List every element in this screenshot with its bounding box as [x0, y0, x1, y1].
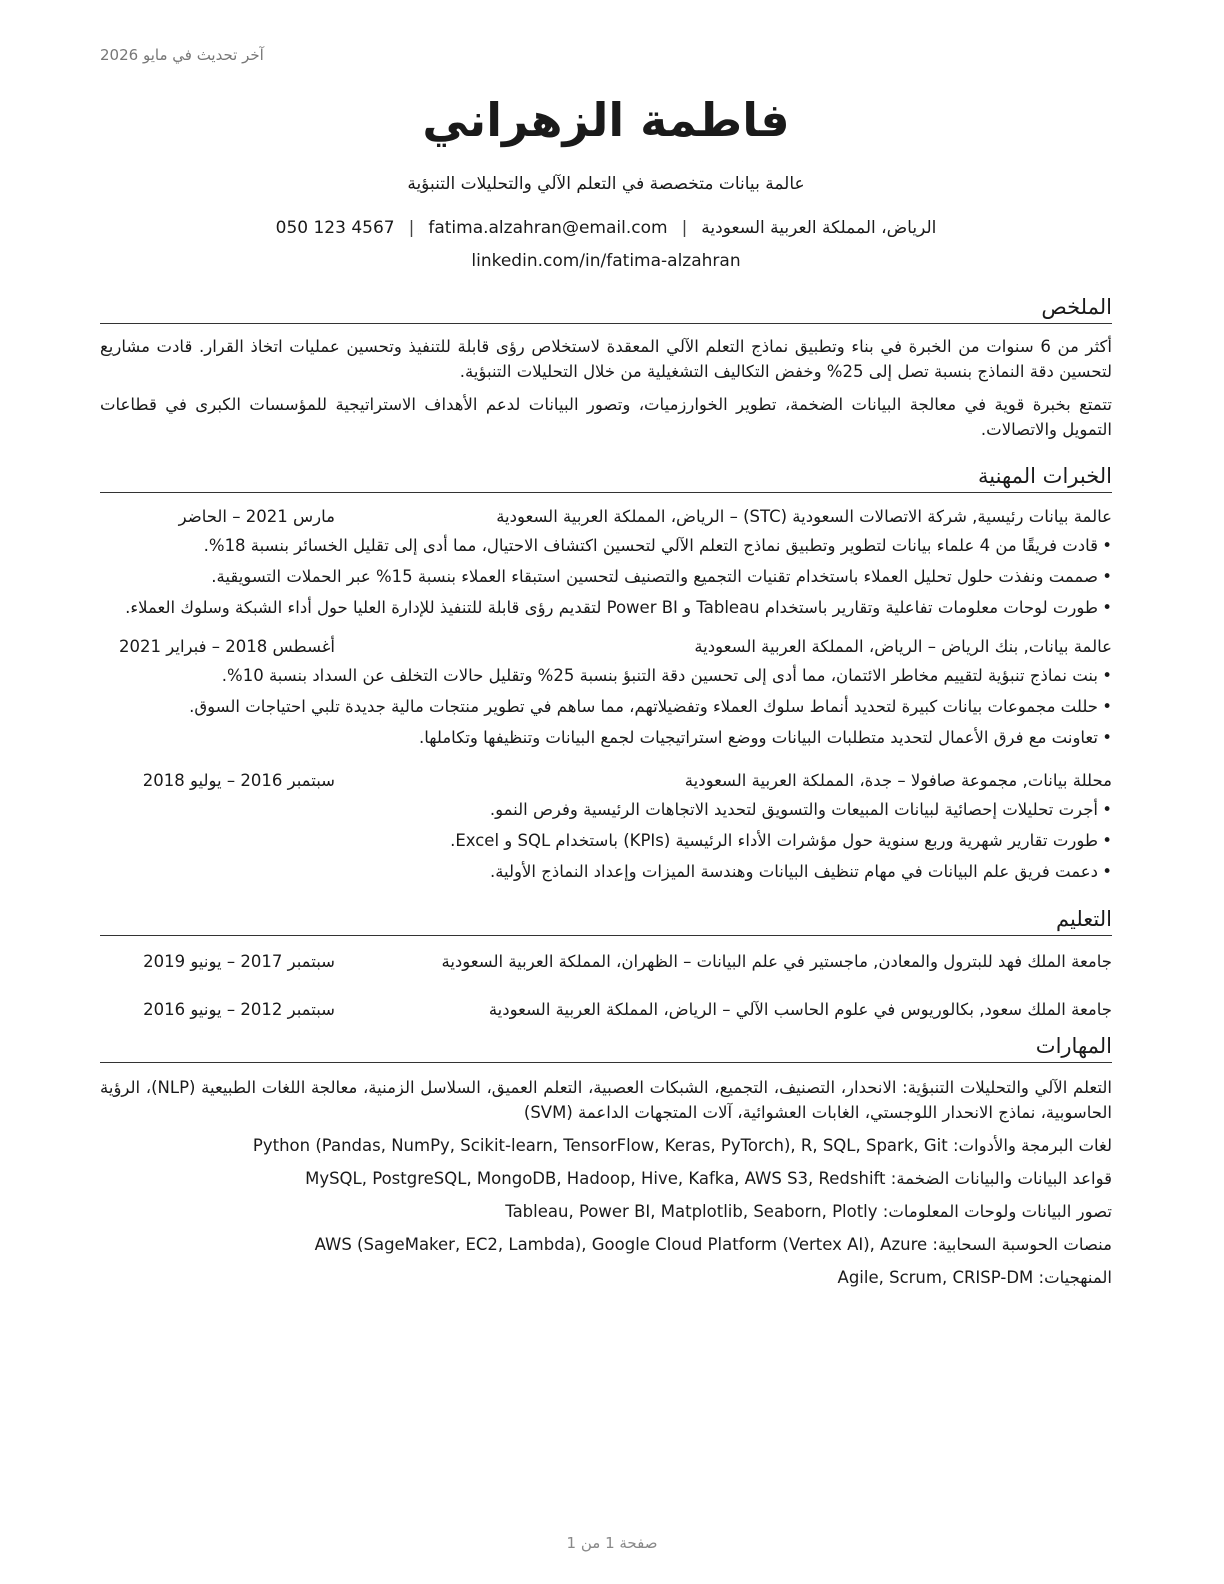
skill-line: قواعد البيانات والبيانات الضخمة: MySQL, PostgreSQL, MongoDB, Hadoop, Hive, Kafka, AWS S3, Redshift: [305, 1169, 1112, 1188]
resume-body: [100, 90, 1112, 1290]
education-dates: سبتمبر 2012 – يونيو 2016: [143, 1000, 335, 1019]
job-dates: سبتمبر 2016 – يوليو 2018: [142, 771, 335, 790]
job-bullet: • صممت ونفذت حلول تحليل العملاء باستخدام تقنيات التجميع والتصنيف لتحسين استبقاء العملاء بنسبة 15% عبر الحملات التسويقية.: [100, 564, 1112, 590]
job-bullet: • طورت لوحات معلومات تفاعلية وتقارير باستخدام Tableau و Power BI لتقديم رؤى قابلة للتنفيذ للإدارة العليا حول أداء الشبكة وسلوك العملاء.: [100, 595, 1112, 621]
separator: |: [681, 218, 688, 238]
skill-line: تصور البيانات ولوحات المعلومات: Tableau, Power BI, Matplotlib, Seaborn, Plotly: [505, 1202, 1112, 1221]
section-title-summary: الملخص: [100, 293, 1112, 324]
skill-line: المنهجيات: Agile, Scrum, CRISP-DM: [837, 1268, 1112, 1287]
job-entry: [100, 635, 1112, 751]
job-entry: [100, 505, 1112, 621]
summary-paragraph: أكثر من 6 سنوات من الخبرة في بناء وتطبيق نماذج التعلم الآلي المعقدة لاستخلاص رؤى قابلة للتنفيذ وتحسين عمليات اتخاذ القرار. قادت مشاريع لتحسين دقة النماذج بنسبة تصل إلى 25% وخفض التكاليف التشغيلية من خلال التحليلات التنبؤية.: [100, 337, 1112, 381]
candidate-name: فاطمة الزهراني: [422, 93, 790, 147]
section-title-education: التعليم: [100, 905, 1112, 936]
education-text: جامعة الملك فهد للبترول والمعادن, ماجستير في علم البيانات – الظهران، المملكة العربية السعودية: [441, 952, 1112, 971]
education-text: جامعة الملك سعود, بكالوريوس في علوم الحاسب الآلي – الرياض، المملكة العربية السعودية: [488, 1000, 1112, 1019]
page-number: صفحة 1 من 1: [566, 1534, 658, 1552]
job-header: [100, 505, 1112, 529]
job-header: [100, 769, 1112, 793]
job-bullet: • دعمت فريق علم البيانات في مهام تنظيف البيانات وهندسة الميزات وإعداد النماذج الأولية.: [100, 859, 1112, 885]
skill-line: التعلم الآلي والتحليلات التنبؤية: الانحدار، التصنيف، التجميع، الشبكات العصبية، التعلم العميق، السلاسل الزمنية، معالجة اللغات الطبيعية (NLP)، الرؤية الحاسوبية، نماذج الانحدار اللوجستي، الغابات العشوائية، آلات المتجهات الداعمة (SVM): [100, 1078, 1112, 1122]
job-bullet: • طورت تقارير شهرية وربع سنوية حول مؤشرات الأداء الرئيسية (KPIs) باستخدام SQL و Excel.: [100, 828, 1112, 854]
section-title-experience: الخبرات المهنية: [100, 462, 1112, 493]
education-entry: [100, 998, 1112, 1022]
job-entry: [100, 769, 1112, 885]
location: الرياض، المملكة العربية السعودية: [701, 218, 937, 238]
separator: |: [408, 218, 415, 238]
linkedin-link[interactable]: linkedin.com/in/fatima-alzahran: [471, 251, 741, 271]
education-dates: سبتمبر 2017 – يونيو 2019: [143, 952, 335, 971]
job-bullets: [100, 663, 1112, 751]
job-title: محللة بيانات, مجموعة صافولا – جدة، المملكة العربية السعودية: [684, 771, 1112, 790]
job-dates: مارس 2021 – الحاضر: [178, 507, 335, 526]
headline: عالمة بيانات متخصصة في التعلم الآلي والتحليلات التنبؤية: [407, 174, 805, 194]
education-entry: [100, 950, 1112, 974]
email-link[interactable]: fatima.alzahran@email.com: [428, 218, 668, 238]
phone: 050 123 4567: [275, 218, 395, 238]
job-bullets: [100, 533, 1112, 621]
job-bullet: • قادت فريقًا من 4 علماء بيانات لتطوير وتطبيق نماذج التعلم الآلي لتحسين اكتشاف الاحتيال، مما أدى إلى تقليل الخسائر بنسبة 18%.: [100, 533, 1112, 559]
last-updated-note: آخر تحديث في مايو 2026: [100, 46, 264, 64]
job-bullet: • أجرت تحليلات إحصائية لبيانات المبيعات والتسويق لتحديد الاتجاهات الرئيسية وفرص النمو.: [100, 797, 1112, 823]
summary-paragraph: تتمتع بخبرة قوية في معالجة البيانات الضخمة، تطوير الخوارزميات، وتصور البيانات لدعم الأهداف الاستراتيجية للمؤسسات الكبرى في قطاعات التمويل والاتصالات.: [100, 395, 1112, 439]
section-title-skills: المهارات: [100, 1032, 1112, 1063]
skill-line: لغات البرمجة والأدوات: Python (Pandas, NumPy, Scikit-learn, TensorFlow, Keras, PyTorch), R, SQL, Spark, Git: [252, 1136, 1112, 1155]
job-title: عالمة بيانات رئيسية, شركة الاتصالات السعودية (STC) – الرياض، المملكة العربية السعودية: [496, 507, 1112, 526]
skill-line: منصات الحوسبة السحابية: AWS (SageMaker, EC2, Lambda), Google Cloud Platform (Vertex AI), Azure: [314, 1235, 1112, 1254]
job-header: [100, 635, 1112, 659]
job-title: عالمة بيانات, بنك الرياض – الرياض، المملكة العربية السعودية: [694, 637, 1112, 656]
job-bullets: [100, 797, 1112, 885]
job-dates: أغسطس 2018 – فبراير 2021: [119, 637, 335, 656]
job-bullet: • حللت مجموعات بيانات كبيرة لتحديد أنماط سلوك العملاء وتفضيلاتهم، مما ساهم في تطوير منتجات مالية جديدة تلبي احتياجات السوق.: [100, 694, 1112, 720]
job-bullet: • تعاونت مع فرق الأعمال لتحديد متطلبات البيانات ووضع استراتيجيات لجمع البيانات وتنظيفها وتكاملها.: [100, 725, 1112, 751]
job-bullet: • بنت نماذج تنبؤية لتقييم مخاطر الائتمان، مما أدى إلى تحسين دقة التنبؤ بنسبة 25% وتقليل حالات التخلف عن السداد بنسبة 10%.: [100, 663, 1112, 689]
contact-line: [100, 216, 1112, 240]
